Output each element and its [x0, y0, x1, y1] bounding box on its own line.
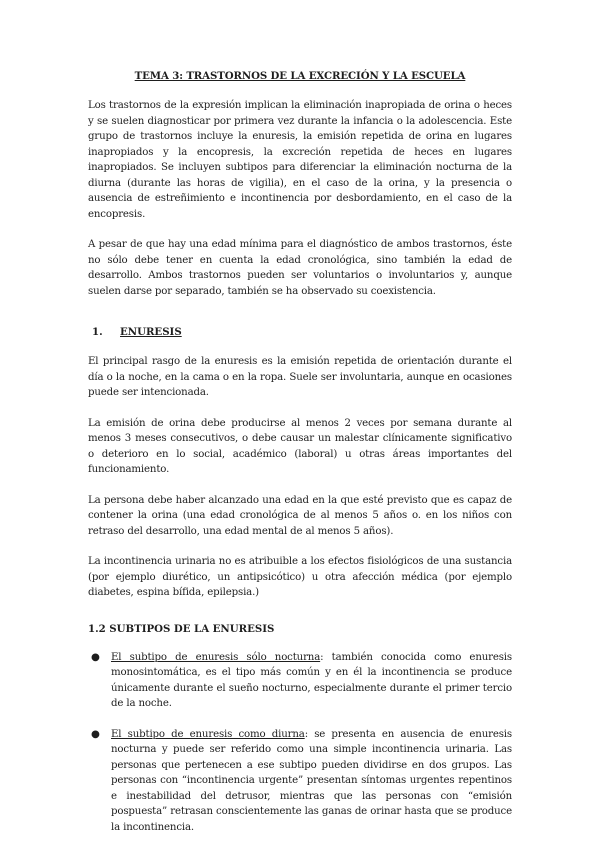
section-label: ENURESIS [120, 326, 182, 338]
subtype-description: : también conocida como enuresis monosintomática, es el tipo más común y en él la incontinencia se produce únicamente durante el sueño nocturno, especialmente durante el primer tercio de la noche. [111, 651, 512, 709]
intro-paragraph-1: Los trastornos de la expresión implican la eliminación inapropiada de orina o heces y se suelen diagnosticar por primera vez durante la infancia o la adolescencia. Este grupo de trastornos incluye la enuresis, la emisión repetida de orina en lugares inapropiados y la encopresis, la excreción repetida de heces en lugares inapropiados. Se incluyen subtipos para diferenciar la eliminación nocturna de la diurna (durante las horas de vigilia), en el caso de la orina, y la presencia o ausencia de estreñimiento e incontinencia por desbordamiento, en el caso de la encopresis. [88, 100, 512, 220]
list-item [88, 650, 512, 712]
enuresis-paragraph-2: La emisión de orina debe producirse al menos 2 veces por semana durante al menos 3 meses consecutivos, o debe causar un malestar clínicamente significativo o deterioro en lo social, académico (laboral) u otras áreas importantes del funcionamiento. [88, 417, 512, 475]
section-heading-enuresis [88, 326, 512, 338]
subtype-term: El subtipo de enuresis sólo nocturna [111, 651, 321, 663]
list-item [88, 727, 512, 836]
subsection-heading-subtipos: 1.2 SUBTIPOS DE LA ENURESIS [88, 622, 275, 635]
bullet-icon: ● [91, 651, 100, 663]
bullet-icon: ● [91, 728, 100, 740]
subtype-description: : se presenta en ausencia de enuresis nocturna y puede ser referido como una simple incontinencia urinaria. Las personas que pertenecen a ese subtipo pueden dividirse en dos grupos. Las personas con “incontinencia urgente” presentan síntomas urgentes repentinos e inestabilidad del detrusor, mientras que las personas con “emisión pospuesta” retrasan conscientemente las ganas de orinar hasta que se produce la incontinencia. [111, 728, 512, 833]
enuresis-paragraph-1: El principal rasgo de la enuresis es la emisión repetida de orientación durante el día o la noche, en la cama o en la ropa. Suele ser involuntaria, aunque en ocasiones puede ser intencionada. [88, 356, 512, 398]
enuresis-paragraph-3: La persona debe haber alcanzado una edad en la que esté previsto que es capaz de contener la orina (una edad cronológica de al menos 5 años o. en los niños con retraso del desarrollo, una edad mental de al menos 5 años). [88, 494, 512, 537]
subtype-term: El subtipo de enuresis como diurna [111, 728, 305, 740]
subtypes-list [88, 650, 512, 836]
document-title: TEMA 3: TRASTORNOS DE LA EXCRECIÓN Y LA ESCUELA [134, 70, 466, 82]
section-number: 1. [92, 326, 103, 338]
intro-paragraph-2: A pesar de que hay una edad mínima para el diagnóstico de ambos trastornos, éste no sólo debe tener en cuenta la edad cronológica, sino también la edad de desarrollo. Ambos trastornos pueden ser voluntarios o involuntarios y, aunque suelen darse por separado, también se ha observado su coexistencia. [88, 239, 512, 297]
enuresis-paragraph-4: La incontinencia urinaria no es atribuible a los efectos fisiológicos de una sustancia (por ejemplo diurético, un antipsicótico) u otra afección médica (por ejemplo diabetes, espina bífida, epilepsia.) [88, 556, 512, 598]
